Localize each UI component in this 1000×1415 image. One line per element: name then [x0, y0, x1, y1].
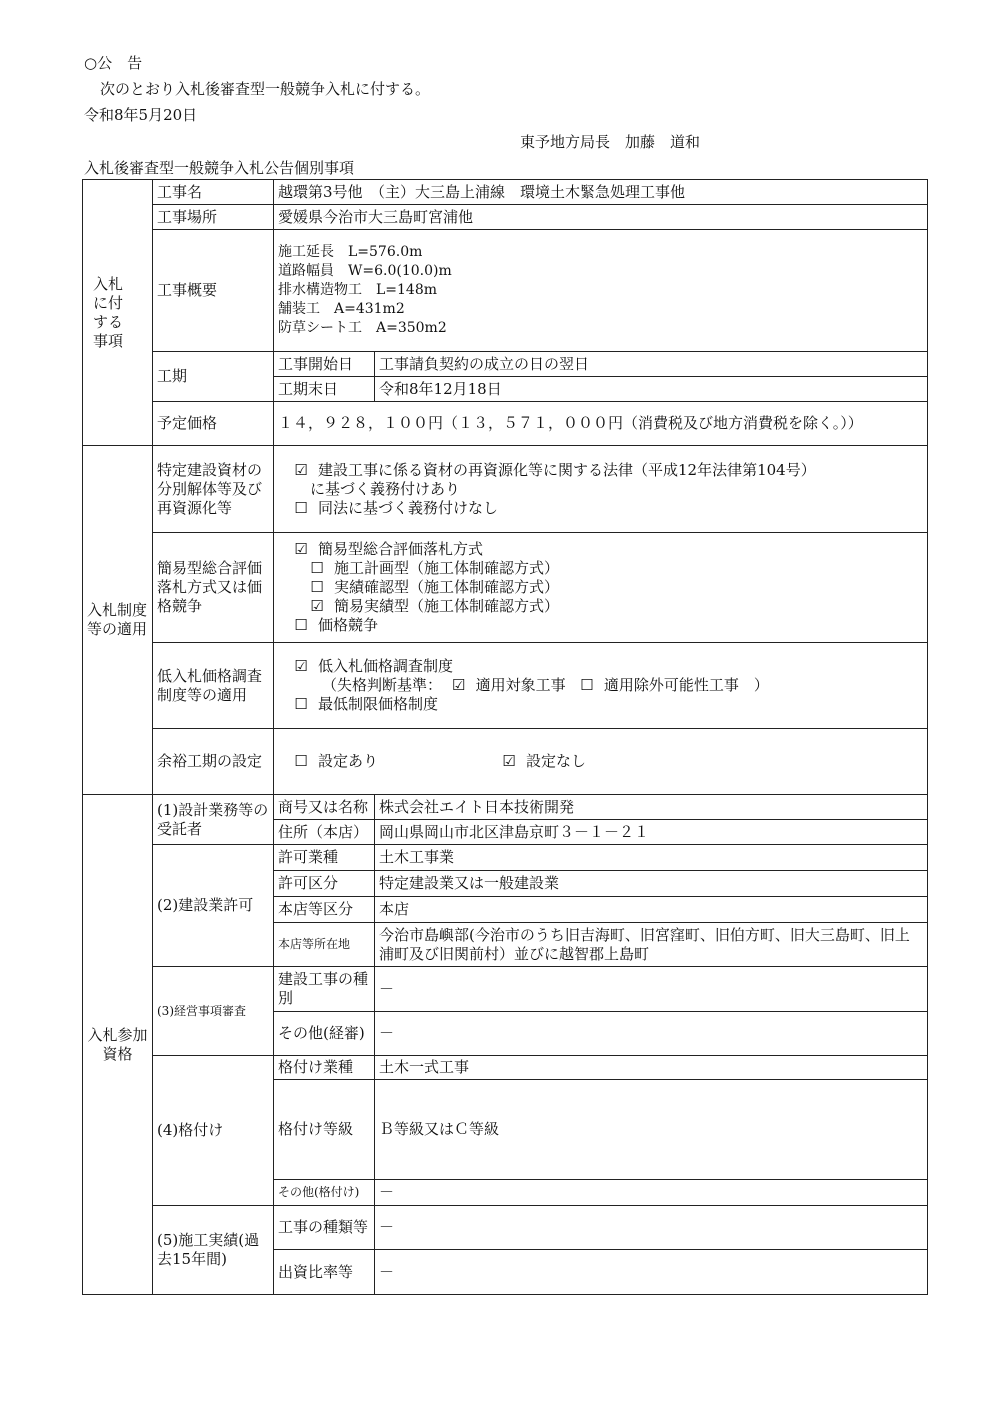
review-kind-label: 建設工事の種別	[274, 967, 375, 1012]
checkbox-unchecked-icon[interactable]: ☐	[310, 578, 324, 596]
location-label: 工事場所	[153, 205, 274, 230]
project-name-label: 工事名	[153, 180, 274, 205]
license-type: 土木工事業	[375, 845, 928, 871]
review-label: (3)経営事項審査	[153, 967, 274, 1056]
recycle-label: 特定建設資材の分別解体等及び再資源化等	[153, 446, 274, 533]
recycle-option-1: 建設工事に係る資材の再資源化等に関する法律（平成12年法律第104号）	[318, 460, 816, 479]
project-name: 越環第3号他 （主）大三島上浦線 環境土木緊急処理工事他	[274, 180, 928, 205]
rank-grade: Ｂ等級又はＣ等級	[375, 1080, 928, 1180]
outline-line: 排水構造物工 L=148m	[278, 282, 438, 298]
spare-period-label: 余裕工期の設定	[153, 729, 274, 795]
start-label: 工事開始日	[274, 352, 375, 377]
spare-yes: 設定あり	[318, 752, 379, 770]
checkbox-unchecked-icon[interactable]: ☐	[294, 695, 308, 713]
checkbox-unchecked-icon[interactable]: ☐	[310, 559, 324, 577]
spare-no: 設定なし	[526, 752, 587, 770]
qualification-group-label: 入札参加資格	[83, 795, 153, 1295]
rank-grade-label: 格付け等級	[274, 1080, 375, 1180]
address: 岡山県岡山市北区津島京町３－１－２１	[375, 820, 928, 845]
license-class-label: 許可区分	[274, 871, 375, 897]
checkbox-checked-icon[interactable]: ☑	[294, 657, 308, 675]
recycle-option-1-cont: に基づく義務付けあり	[310, 479, 461, 498]
office-location: 今治市島嶼部(今治市のうち旧吉海町、旧宮窪町、旧伯方町、旧大三島町、旧上浦町及び旧関前村）並びに越智郡上島町	[375, 923, 928, 967]
office-class-label: 本店等区分	[274, 897, 375, 923]
license-type-label: 許可業種	[274, 845, 375, 871]
checkbox-unchecked-icon[interactable]: ☐	[294, 616, 308, 634]
checkbox-unchecked-icon[interactable]: ☐	[294, 752, 308, 770]
checkbox-unchecked-icon[interactable]: ☐	[294, 498, 308, 517]
record-kind: －	[375, 1206, 928, 1250]
eval-option-2: 価格競争	[318, 616, 379, 634]
checkbox-checked-icon[interactable]: ☑	[502, 752, 516, 770]
eval-options	[274, 533, 928, 643]
checkbox-unchecked-icon[interactable]: ☐	[580, 676, 594, 694]
checkbox-checked-icon[interactable]: ☑	[294, 460, 308, 479]
eval-option-1c: 簡易実績型（施工体制確認方式）	[334, 597, 560, 615]
recycle-options	[274, 446, 928, 533]
bid-items-group-label: 入札に付する事項	[83, 180, 153, 446]
license-label: (2)建設業許可	[153, 845, 274, 967]
eval-option-1a: 施工計画型（施工体制確認方式）	[334, 559, 560, 577]
low-sub-option-a: 適用対象工事	[475, 676, 566, 694]
intro-text: 次のとおり入札後審査型一般競争入札に付する。	[100, 80, 431, 98]
spare-period-options	[274, 729, 928, 795]
checkbox-checked-icon[interactable]: ☑	[294, 540, 308, 558]
office-class: 本店	[375, 897, 928, 923]
eval-option-1: 簡易型総合評価落札方式	[318, 540, 484, 558]
review-other: －	[375, 1012, 928, 1056]
recycle-option-2: 同法に基づく義務付けなし	[318, 498, 499, 517]
office-location-label: 本店等所在地	[274, 923, 375, 967]
period-label: 工期	[153, 352, 274, 402]
issuer: 東予地方局長 加藤 道和	[520, 133, 701, 151]
review-kind: －	[375, 967, 928, 1012]
outline-label: 工事概要	[153, 230, 274, 352]
checkbox-checked-icon[interactable]: ☑	[310, 597, 324, 615]
company-label: 商号又は名称	[274, 795, 375, 820]
address-label: 住所（本店）	[274, 820, 375, 845]
eval-label: 簡易型総合評価落札方式又は価格競争	[153, 533, 274, 643]
outline-line: 施工延長 L=576.0m	[278, 244, 423, 260]
notice-heading: ○公 告	[84, 54, 143, 72]
low-sub-prefix: （失格判断基準：	[322, 676, 443, 694]
company: 株式会社エイト日本技術開発	[375, 795, 928, 820]
low-option-1: 低入札価格調査制度	[318, 657, 454, 675]
end-label: 工期末日	[274, 377, 375, 402]
price: １４，９２８，１００円（１３，５７１，０００円（消費税及び地方消費税を除く。））	[274, 402, 928, 446]
notice-table	[82, 179, 928, 1295]
outline-line: 防草シート工 A=350m2	[278, 320, 447, 336]
start-date: 工事請負契約の成立の日の翌日	[375, 352, 928, 377]
rank-label: (4)格付け	[153, 1056, 274, 1206]
end-date: 令和8年12月18日	[375, 377, 928, 402]
license-class: 特定建設業又は一般建設業	[375, 871, 928, 897]
outline-line: 道路幅員 W=6.0(10.0)m	[278, 263, 452, 279]
design-label: (1)設計業務等の受託者	[153, 795, 274, 845]
notice-date: 令和8年5月20日	[84, 106, 198, 124]
eval-option-1b: 実績確認型（施工体制確認方式）	[334, 578, 560, 596]
outline	[274, 230, 928, 352]
review-other-label: その他(経審)	[274, 1012, 375, 1056]
system-group-label: 入札制度等の適用	[83, 446, 153, 795]
record-label: (5)施工実績(過去15年間)	[153, 1206, 274, 1295]
record-kind-label: 工事の種類等	[274, 1206, 375, 1250]
low-sub-option-b: 適用除外可能性工事 ）	[603, 676, 769, 694]
low-option-2: 最低制限価格制度	[318, 695, 439, 713]
rank-other: －	[375, 1180, 928, 1206]
rank-type: 土木一式工事	[375, 1056, 928, 1080]
record-ratio: －	[375, 1250, 928, 1295]
location: 愛媛県今治市大三島町宮浦他	[274, 205, 928, 230]
low-price-options	[274, 643, 928, 729]
rank-type-label: 格付け業種	[274, 1056, 375, 1080]
low-price-label: 低入札価格調査制度等の適用	[153, 643, 274, 729]
price-label: 予定価格	[153, 402, 274, 446]
outline-line: 舗装工 A=431m2	[278, 301, 405, 317]
rank-other-label: その他(格付け)	[274, 1180, 375, 1206]
section-title: 入札後審査型一般競争入札公告個別事項	[84, 159, 355, 177]
record-ratio-label: 出資比率等	[274, 1250, 375, 1295]
checkbox-checked-icon[interactable]: ☑	[451, 676, 466, 694]
